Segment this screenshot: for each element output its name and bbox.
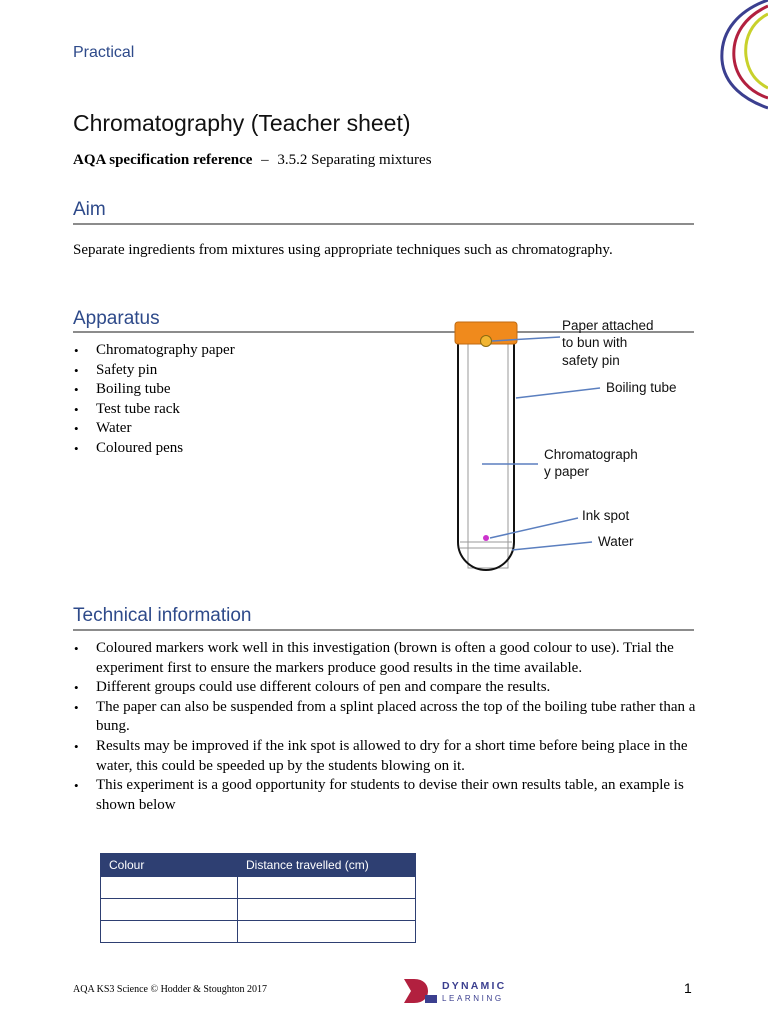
page-title: Chromatography (Teacher sheet) [73,110,411,136]
apparatus-heading: Apparatus [73,308,160,329]
table-cell [101,877,238,899]
label-chromatography-paper-1: Chromatograph [544,447,638,462]
dynamic-learning-logo [402,976,520,1006]
table-row [101,877,416,899]
apparatus-list-item: • Boiling tube [73,380,403,400]
apparatus-list-item: • Water [73,419,403,439]
label-paper-attached-2: to bun with [562,335,628,350]
table-row [101,921,416,943]
results-table [100,853,416,943]
technical-heading: Technical information [73,605,252,626]
apparatus-list-item: • Safety pin [73,361,403,381]
apparatus-list [73,341,403,459]
technical-list-item: • Results may be improved if the ink spot is allowed to dry for a short time before being place in the water, this could be speeded up by the students blowing on it. [73,737,697,776]
table-row [101,899,416,921]
table-cell [101,899,238,921]
corner-arcs-decoration [700,0,768,110]
technical-rule [73,629,694,631]
label-paper-attached-1: Paper attached [562,318,654,333]
label-water: Water [598,534,634,549]
spec-label: AQA specification reference [73,152,253,168]
technical-list-item: • The paper can also be suspended from a splint placed across the top of the boiling tube rather than a bung. [73,698,697,737]
label-ink-spot: Ink spot [582,508,630,523]
logo-text-learning: LEARNING [442,994,504,1003]
table-cell [238,921,416,943]
label-paper-attached-3: safety pin [562,353,620,368]
apparatus-list-item: • Chromatography paper [73,341,403,361]
technical-list-item: • Coloured markers work well in this investigation (brown is often a good colour to use). Trial the experiment first to ensure the markers produce good results in the time available. [73,639,697,678]
table-cell [238,899,416,921]
apparatus-list-item: • Coloured pens [73,439,403,459]
table-cell [101,921,238,943]
apparatus-list-item: • Test tube rack [73,400,403,420]
safety-pin-icon [481,336,492,347]
boiling-tube-diagram [420,310,700,580]
aim-text: Separate ingredients from mixtures using appropriate techniques such as chromatography. [73,242,613,258]
table-header-row [101,854,416,877]
technical-list [73,639,697,815]
spec-reference [73,152,432,169]
table-cell [238,877,416,899]
section-label: Practical [73,44,135,61]
label-boiling-tube: Boiling tube [606,380,677,395]
technical-list-item: • This experiment is a good opportunity for students to devise their own results table, an example is shown below [73,776,697,815]
ink-spot-icon [483,535,489,541]
column-header-colour: Colour [101,854,238,877]
aim-rule [73,223,694,225]
logo-text-dynamic: DYNAMIC [442,980,507,992]
footer-copyright: AQA KS3 Science © Hodder & Stoughton 2017 [73,984,267,995]
page-number: 1 [684,980,692,996]
label-chromatography-paper-2: y paper [544,464,590,479]
results-table-body [101,877,416,943]
spec-value: 3.5.2 Separating mixtures [277,152,432,168]
spec-dash: – [261,152,269,168]
technical-list-item: • Different groups could use different colours of pen and compare the results. [73,678,697,698]
aim-heading: Aim [73,199,106,220]
chromatography-paper-shape [468,340,508,568]
column-header-distance: Distance travelled (cm) [238,854,416,877]
